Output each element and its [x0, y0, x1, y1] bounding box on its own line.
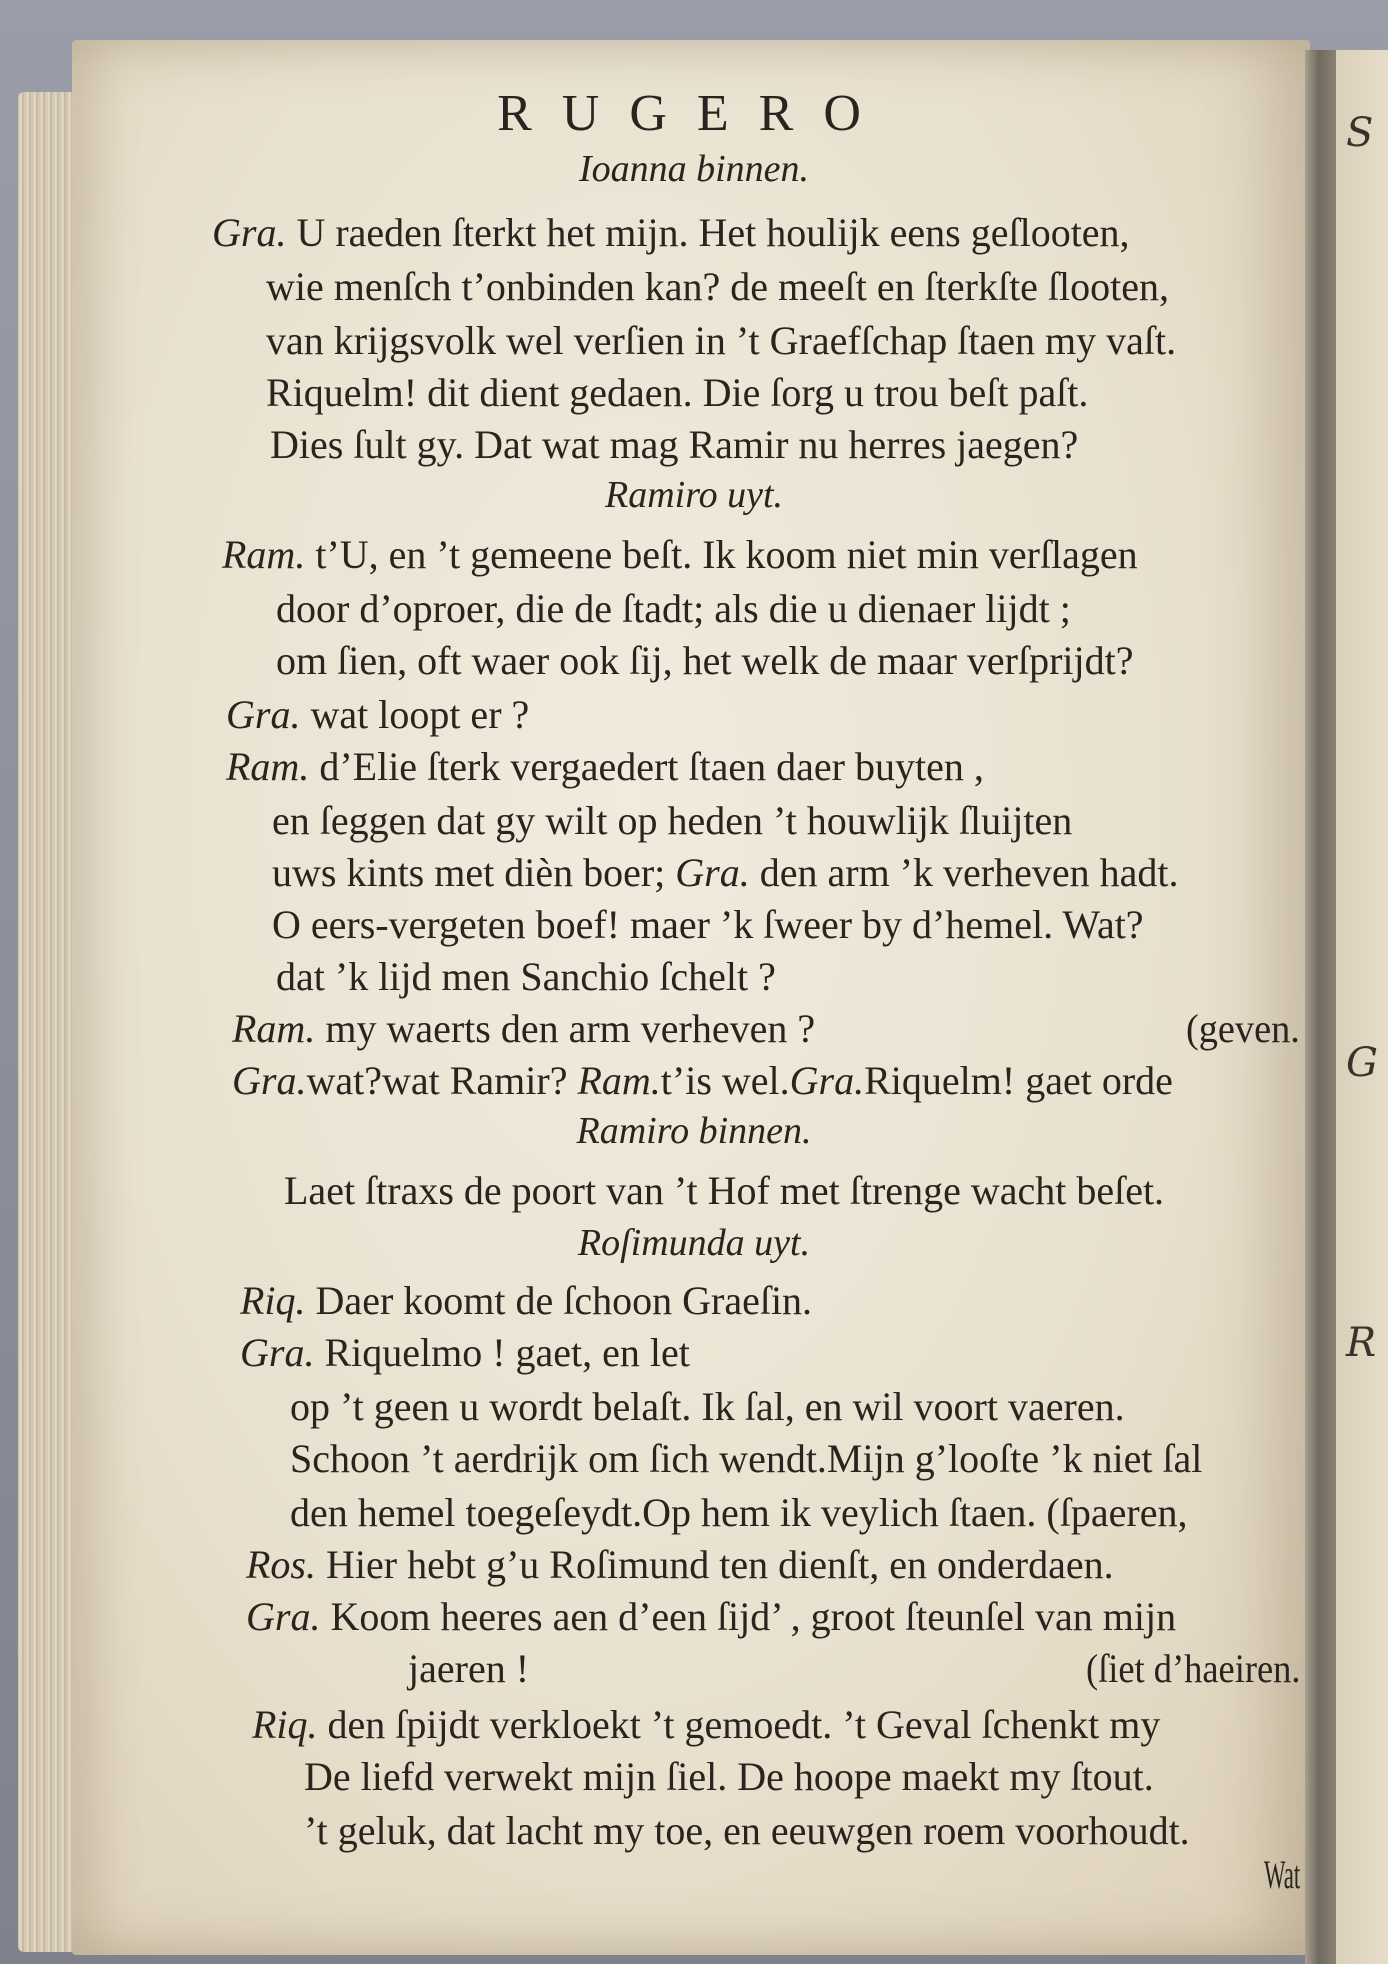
line-text: Hier hebt g’u Roſimund ten dienſt, en onderdaen. — [316, 1542, 1114, 1587]
line-text: my waerts den arm verheven ? — [315, 1006, 816, 1051]
facing-page-letter: G — [1346, 1040, 1378, 1086]
line-text: t’U, en ’t gemeene beſt. Ik koom niet min verſlagen — [305, 532, 1138, 577]
speaker-name: Riq. — [240, 1278, 306, 1323]
facing-page-letter: R — [1346, 1320, 1377, 1366]
line-text: den arm ’k verheven hadt. — [749, 850, 1179, 895]
verse-line — [272, 848, 1178, 898]
line-text: Koom heeres aen d’een ſijd’ , groot ſteunſel van mijn — [320, 1594, 1177, 1639]
speaker-name: Gra. — [246, 1594, 321, 1639]
running-head: RUGERO — [497, 85, 891, 142]
speaker-name: Ram. — [222, 532, 306, 577]
verse-line — [252, 1700, 1160, 1750]
line-text: U raeden ſterkt het mijn. Het houlijk eens geſlooten, — [286, 210, 1130, 255]
verse-line: om ſien, oft waer ook ſij, het welk de maar verſprijdt? — [276, 638, 1134, 683]
stage-direction: Roſimunda uyt. — [577, 1222, 811, 1264]
speaker-name: Gra. — [232, 1058, 307, 1103]
verse-line — [246, 1592, 1176, 1642]
speaker-name: Ram. — [577, 1058, 661, 1103]
line-text: wat loopt er ? — [300, 692, 530, 737]
aside-bracket: (geven. — [1186, 1006, 1300, 1051]
verse-line: wie menſch t’onbinden kan? de meeſt en ſterkſte ſlooten, — [266, 264, 1170, 309]
speaker-name: Ram. — [232, 1006, 316, 1051]
verse-line: den hemel toegeſeydt.Op hem ik veylich ſtaen. (ſpaeren, — [290, 1490, 1188, 1535]
verse-line: op ’t geen u wordt belaſt. Ik ſal, en wil voort vaeren. — [290, 1384, 1125, 1429]
verse-line — [240, 1276, 812, 1326]
verse-line — [226, 690, 529, 740]
line-text: Daer koomt de ſchoon Graeſin. — [305, 1278, 813, 1323]
catchword: Wat — [1264, 1852, 1301, 1897]
verse-line: Riquelm! dit dient gedaen. Die ſorg u trou beſt paſt. — [266, 370, 1089, 415]
book-gutter — [1305, 50, 1339, 1964]
facing-page-letter: S — [1346, 110, 1374, 156]
line-text: t’is wel. — [660, 1058, 790, 1103]
speaker-name: Ram. — [226, 744, 310, 789]
facing-page-edge — [1336, 50, 1388, 1964]
stage-direction: Ramiro binnen. — [576, 1110, 812, 1152]
verse-line: jaeren ! — [408, 1646, 530, 1691]
speaker-name: Gra. — [675, 850, 750, 895]
aside-bracket: (ſiet d’haeiren. — [1086, 1646, 1301, 1691]
verse-line — [246, 1540, 1114, 1590]
verse-line — [222, 530, 1138, 580]
line-text: Riquelm! gaet orde — [864, 1058, 1173, 1103]
verse-line: Laet ſtraxs de poort van ’t Hof met ſtrenge wacht beſet. — [284, 1168, 1165, 1213]
verse-line: Dies ſult gy. Dat wat mag Ramir nu herres jaegen? — [270, 422, 1079, 467]
verse-line: door d’oproer, die de ſtadt; als die u dienaer lijdt ; — [276, 586, 1071, 631]
verse-line — [232, 1056, 1173, 1106]
line-text: uws kints met dièn boer; — [272, 850, 676, 895]
speaker-name: Gra. — [240, 1330, 315, 1375]
verse-line — [240, 1328, 690, 1378]
speaker-name: Gra. — [212, 210, 287, 255]
verse-line — [226, 742, 984, 792]
verse-line — [212, 208, 1130, 258]
verse-line: De liefd verwekt mijn ſiel. De hoope maekt my ſtout. — [304, 1754, 1154, 1799]
verse-line: dat ’k lijd men Sanchio ſchelt ? — [276, 954, 776, 999]
line-text: den ſpijdt verkloekt ’t gemoedt. ’t Geval ſchenkt my — [317, 1702, 1161, 1747]
verse-line — [232, 1004, 815, 1054]
line-text: d’Elie ſterk vergaedert ſtaen daer buyten , — [309, 744, 984, 789]
verse-line: van krijgsvolk wel verſien in ’t Graefſchap ſtaen my vaſt. — [266, 318, 1177, 363]
verse-line: O eers-vergeten boef! maer ’k ſweer by d’hemel. Wat? — [272, 902, 1144, 947]
speaker-name: Gra. — [226, 692, 301, 737]
verse-line: Schoon ’t aerdrijk om ſich wendt.Mijn g’looſte ’k niet ſal — [290, 1436, 1203, 1481]
verse-line: ’t geluk, dat lacht my toe, en eeuwgen roem voorhoudt. — [304, 1808, 1190, 1853]
speaker-name: Riq. — [252, 1702, 318, 1747]
stage-direction: Ioanna binnen. — [578, 148, 810, 190]
verse-line: en ſeggen dat gy wilt op heden ’t houwlijk ſluijten — [272, 798, 1073, 843]
stage-direction: Ramiro uyt. — [604, 474, 783, 516]
speaker-name: Ros. — [246, 1542, 316, 1587]
speaker-name: Gra. — [789, 1058, 865, 1103]
line-text: wat?wat Ramir? — [306, 1058, 578, 1103]
line-text: Riquelmo ! gaet, en let — [314, 1330, 690, 1375]
